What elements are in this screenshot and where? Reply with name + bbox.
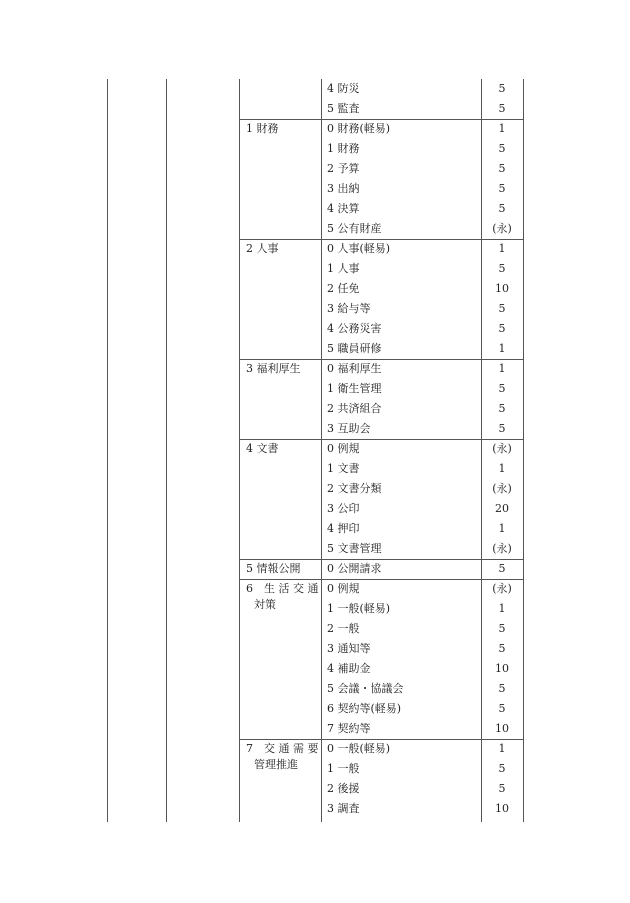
retention-period: 10 (495, 662, 509, 675)
item-label: 0 一般(軽易) (327, 742, 391, 755)
retention-period: 1 (498, 242, 506, 255)
retention-period: 5 (498, 562, 506, 575)
retention-period: (永) (492, 482, 512, 495)
retention-period: 5 (498, 262, 506, 275)
retention-period: 5 (498, 622, 506, 635)
retention-period: 1 (498, 742, 506, 755)
item-label: 2 予算 (327, 162, 360, 175)
category-label: 1 財務 (246, 122, 279, 135)
item-label: 0 公開請求 (327, 562, 382, 575)
retention-period: 1 (498, 462, 506, 475)
column-rule (523, 79, 524, 822)
retention-period: 5 (498, 162, 506, 175)
item-label: 4 補助金 (327, 662, 371, 675)
item-label: 0 例規 (327, 442, 360, 455)
retention-period: 5 (498, 182, 506, 195)
item-label: 5 文書管理 (327, 542, 382, 555)
category-label: 対策 (254, 598, 276, 611)
category-label: 4 文書 (246, 442, 279, 455)
category-label: 7 交 通 需 要 (246, 742, 319, 755)
retention-period: 5 (498, 762, 506, 775)
retention-period: (永) (492, 442, 512, 455)
retention-period: 5 (498, 682, 506, 695)
item-label: 5 職員研修 (327, 342, 382, 355)
category-label: 6 生 活 交 通 (246, 582, 319, 595)
column-rule (166, 79, 167, 822)
retention-period: 5 (498, 422, 506, 435)
item-label: 1 財務 (327, 142, 360, 155)
item-label: 1 人事 (327, 262, 360, 275)
retention-period: 10 (495, 282, 509, 295)
item-label: 2 文書分類 (327, 482, 382, 495)
item-label: 5 公有財産 (327, 222, 382, 235)
item-label: 0 福利厚生 (327, 362, 382, 375)
retention-period: 1 (498, 342, 506, 355)
item-label: 3 給与等 (327, 302, 371, 315)
retention-period: 5 (498, 142, 506, 155)
category-label: 管理推進 (254, 758, 298, 771)
item-label: 3 出納 (327, 182, 360, 195)
retention-period: 10 (495, 722, 509, 735)
item-label: 0 人事(軽易) (327, 242, 391, 255)
retention-period: 5 (498, 302, 506, 315)
retention-period: (永) (492, 222, 512, 235)
item-label: 6 契約等(軽易) (327, 702, 402, 715)
retention-period: 5 (498, 202, 506, 215)
item-label: 3 公印 (327, 502, 360, 515)
item-label: 4 公務災害 (327, 322, 382, 335)
column-rule (321, 79, 322, 822)
item-label: 2 任免 (327, 282, 360, 295)
item-label: 5 監査 (327, 102, 360, 115)
item-label: 0 財務(軽易) (327, 122, 391, 135)
item-label: 7 契約等 (327, 722, 371, 735)
retention-period: (永) (492, 542, 512, 555)
item-label: 1 文書 (327, 462, 360, 475)
item-label: 2 一般 (327, 622, 360, 635)
item-label: 3 通知等 (327, 642, 371, 655)
retention-period: 1 (498, 122, 506, 135)
category-label: 2 人事 (246, 242, 279, 255)
retention-period: 1 (498, 602, 506, 615)
retention-period: 5 (498, 702, 506, 715)
item-label: 1 衛生管理 (327, 382, 382, 395)
retention-period: 5 (498, 102, 506, 115)
retention-period: (永) (492, 582, 512, 595)
item-label: 4 押印 (327, 522, 360, 535)
column-rule (107, 79, 108, 822)
retention-period: 5 (498, 402, 506, 415)
item-label: 2 後援 (327, 782, 360, 795)
retention-period: 20 (495, 502, 509, 515)
item-label: 1 一般 (327, 762, 360, 775)
retention-period: 5 (498, 642, 506, 655)
retention-period: 5 (498, 382, 506, 395)
retention-period: 5 (498, 82, 506, 95)
item-label: 0 例規 (327, 582, 360, 595)
category-label: 3 福利厚生 (246, 362, 301, 375)
retention-period: 1 (498, 362, 506, 375)
column-rule (239, 79, 240, 822)
item-label: 3 互助会 (327, 422, 371, 435)
retention-period: 10 (495, 802, 509, 815)
category-label: 5 情報公開 (246, 562, 301, 575)
retention-period: 5 (498, 322, 506, 335)
item-label: 4 決算 (327, 202, 360, 215)
retention-period: 1 (498, 522, 506, 535)
item-label: 1 一般(軽易) (327, 602, 391, 615)
retention-period: 5 (498, 782, 506, 795)
item-label: 5 会議・協議会 (327, 682, 404, 695)
item-label: 2 共済組合 (327, 402, 382, 415)
item-label: 3 調査 (327, 802, 360, 815)
item-label: 4 防災 (327, 82, 360, 95)
